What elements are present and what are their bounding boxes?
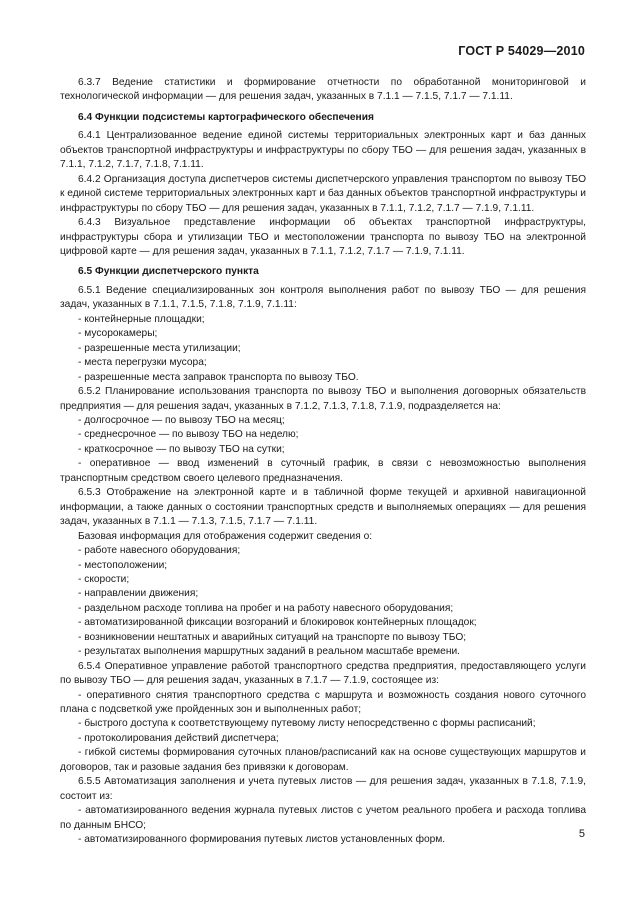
list-item: - мусорокамеры; [78,328,158,340]
paragraph: 6.5.2 Планирование использования транспорта по вывозу ТБО и выполнения договорных обязательств предприятия — для решения задач, указанных в 7.1.2, 7.1.3, 7.1.8, 7.1.9, подразделяется на: [60,386,586,412]
paragraph: - оперативного снятия транспортного средства с маршрута и возможность создания нового суточного плана с подсветкой уже пройденных зон и выполненных работ; [60,689,586,716]
list-item: - контейнерные площадки; [78,313,205,325]
list-item: - раздельном расходе топлива на пробег и на работу навесного оборудования; [78,602,454,614]
paragraph: - автоматизированного ведения журнала путевых листов с учетом реального пробега и расхода топлива по данным БНСО; [60,805,586,831]
list-item: - скорости; [78,573,130,585]
list-item: - работе навесного оборудования; [78,545,241,557]
list-item: - разрешенные места утилизации; [78,342,241,354]
list-item: - среднесрочное — по вывозу ТБО на неделю; [78,429,299,441]
standard-id-header: ГОСТ Р 54029—2010 [458,44,585,58]
document-body [60,76,586,848]
page-number: 5 [578,828,585,840]
list-item: - протоколирования действий диспетчера; [78,732,279,744]
list-item: - автоматизированной фиксации возгораний и блокировок контейнерных площадок; [78,617,477,629]
paragraph: 6.5.4 Оперативное управление работой транспортного средства предприятия, предоставляющего услуги по вывозу ТБО — для решения задач, указанных в 7.1.7 — 7.1.9, состоящее из: [60,660,586,687]
list-item: - быстрого доступа к соответствующему путевому листу непосредственно с формы расписаний; [78,718,536,730]
list-item: - разрешенные места заправок транспорта по вывозу ТБО. [78,371,359,383]
list-item: - краткосрочное — по вывозу ТБО на сутки; [78,443,285,455]
list-item: - направлении движения; [78,588,199,600]
paragraph: 6.4.3 Визуальное представление информации об объектах транспортной инфраструктуры, инфраструктуры сбора и утилизации ТБО и местоположении транспорта по вывозу ТБО на электронной цифровой карте — для решения задач, указанных в 7.1.1, 7.1.2, 7.1.7 — 7.1.9, 7.1.11. [60,217,586,257]
paragraph: - гибкой системы формирования суточных планов/расписаний как на основе существующих маршрутов и договоров, так и разовые задания без привязки к договорам. [60,747,586,773]
paragraph: - оперативное — ввод изменений в суточный график, в связи с невозможностью выполнения транспортным средством своего целевого предназначения. [60,458,586,484]
paragraph: Базовая информация для отображения содержит сведения о: [78,530,373,542]
list-item: - автоматизированного формирования путевых листов установленных форм. [78,834,446,846]
list-item: - места перегрузки мусора; [78,357,207,369]
paragraph: 6.4.2 Организация доступа диспетчеров системы диспетчерского управления транспортом по вывозу ТБО к единой системе территориальных электронных карт и баз данных объектов транспортной инфраструктуры и инфраструктуры по сбору ТБО — для решения задач, указанных в 7.1.1, 7.1.2, 7.1.7 — 7.1.9, 7.1.11. [60,173,586,214]
list-item: - возникновении нештатных и аварийных ситуаций на транспорте по вывозу ТБО; [78,631,467,643]
list-item: - результатах выполнения маршрутных заданий в реальном масштабе времени. [78,646,460,658]
list-item: - местоположении; [78,559,168,571]
paragraph: 6.5.3 Отображение на электронной карте и в табличной форме текущей и архивной навигационной информации, а также данных о состоянии транспортных средств и выполняемых операциях — для решения задач, указанных в 7.1.1 — 7.1.3, 7.1.5, 7.1.7 — 7.1.11. [60,487,586,528]
paragraph: 6.5.5 Автоматизация заполнения и учета путевых листов — для решения задач, указанных в 7.1.8, 7.1.9, состоит из: [60,776,586,802]
paragraph: 6.3.7 Ведение статистики и формирование отчетности по обработанной мониторинговой и технологической информации — для решения задач, указанных в 7.1.1 — 7.1.5, 7.1.7 — 7.1.11. [60,77,586,103]
list-item: - долгосрочное — по вывозу ТБО на месяц; [78,414,285,426]
paragraph: 6.4.1 Централизованное ведение единой системы территориальных электронных карт и баз данных объектов транспортной инфраструктуры и инфраструктуры по сбору ТБО — для решения задач, указанных в 7.1.1, 7.1.2, 7.1.7, 7.1.8, 7.1.11. [60,130,586,171]
paragraph: 6.5.1 Ведение специализированных зон контроля выполнения работ по вывозу ТБО — для решения задач, указанных в 7.1.1, 7.1.5, 7.1.8, 7.1.9, 7.1.11: [60,284,586,311]
section-heading: 6.4 Функции подсистемы картографического обеспечения [78,111,374,123]
section-heading: 6.5 Функции диспетчерского пункта [78,266,259,278]
